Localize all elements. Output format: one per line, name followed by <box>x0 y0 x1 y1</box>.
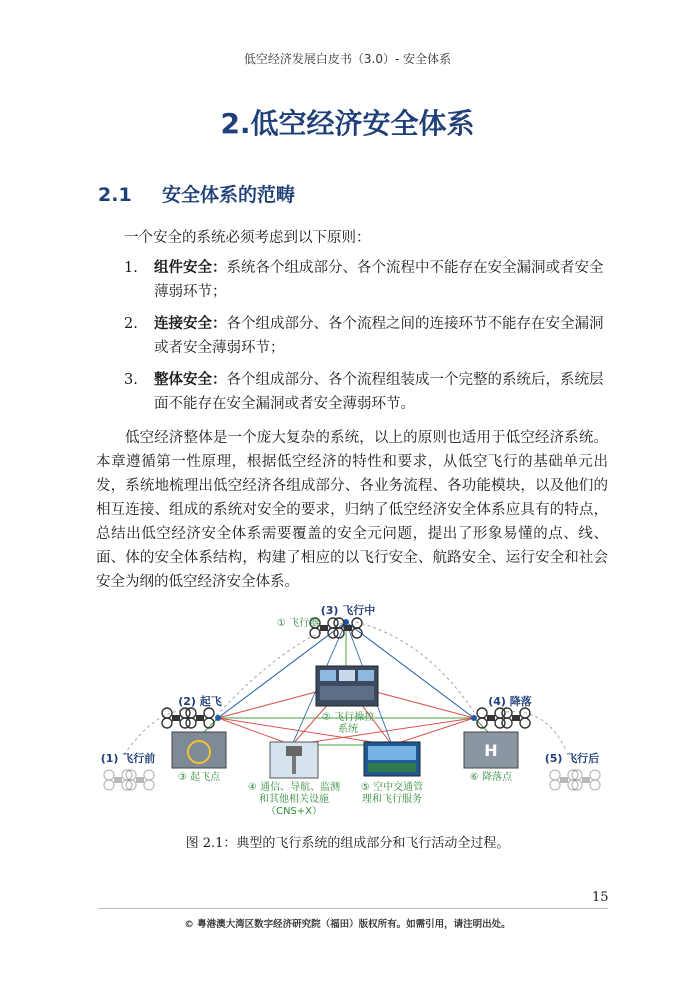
list-item <box>124 256 610 304</box>
stage-label-before: (1) 飞行前 <box>100 752 156 765</box>
drone-icon <box>572 770 600 790</box>
component-label-cns: 和其他相关设施 <box>259 794 329 805</box>
list-item-number: 3. <box>124 372 138 388</box>
list-item-text: 系统各个组成部分、各个流程中不能存在安全漏洞或者安全薄弱环节； <box>154 260 604 300</box>
flight-system-figure <box>96 600 616 822</box>
stage-label-takeoff: (2) 起飞 <box>178 695 222 708</box>
atm-map <box>368 763 416 772</box>
component-label-control: 系统 <box>338 724 358 735</box>
body-paragraph: 低空经济整体是一个庞大复杂的系统，以上的原则也适用于低空经济系统。本章遵循第一性原理，根据低空经济的特性和要求，从低空飞行的基础单元出发，系统地梳理出低空经济各组成部分、各业务流程、各功能模块，以及他们的相互连接、组成的系统对安全的要求，归纳了低空经济安全体系应具有的特点，总结出低空经济安全体系需要覆盖的安全元问题，提出了形象易懂的点、线、面、体的安全体系结构，构建了相应的以飞行安全、航路安全、运行安全和社会安全为纲的低空经济安全体系。 <box>96 430 608 590</box>
screen-panel <box>358 670 374 681</box>
page-number: 15 <box>592 890 609 905</box>
section-number: 2.1 <box>98 184 132 206</box>
helipad-h-icon: H <box>484 741 498 760</box>
section-title: 安全体系的范畴 <box>162 184 296 206</box>
drone-icon <box>502 708 530 728</box>
list-item <box>124 312 610 360</box>
component-label-cns: ④ 通信、导航、监测 <box>247 782 341 793</box>
principles-list <box>124 256 610 424</box>
list-item-text: 各个组成部分、各个流程组装成一个完整的系统后，系统层面不能存在安全漏洞或者安全薄弱环节。 <box>154 372 604 412</box>
screen-panel <box>339 670 355 681</box>
footer-divider <box>98 908 608 909</box>
section-heading <box>98 180 295 207</box>
list-item-term: 组件安全： <box>154 260 227 276</box>
list-item-term: 连接安全： <box>154 316 227 332</box>
list-item-text: 各个组成部分、各个流程之间的连接环节不能存在安全漏洞或者安全薄弱环节； <box>154 316 604 356</box>
console-desk <box>320 686 374 700</box>
running-header: 低空经济发展白皮书（3.0）- 安全体系 <box>243 52 452 66</box>
chapter-title: 2.低空经济安全体系 <box>220 107 475 140</box>
component-label-atm: ⑤ 空中交通管 <box>360 782 424 793</box>
list-item-number: 1. <box>124 260 138 276</box>
node-dot <box>215 715 221 721</box>
component-label-aircraft: ① 飞行器 <box>276 618 320 629</box>
screen-panel <box>320 670 336 681</box>
stage-label-inflight: (3) 飞行中 <box>320 604 376 617</box>
list-item-number: 2. <box>124 316 138 332</box>
radar-mast <box>292 756 296 774</box>
drone-icon <box>104 770 132 790</box>
figure-caption: 图 2.1：典型的飞行系统的组成部分和飞行活动全过程。 <box>185 836 510 851</box>
component-label-landing-point: ⑥ 降落点 <box>469 772 513 783</box>
list-item-term: 整体安全： <box>154 372 227 388</box>
drone-icon <box>126 770 154 790</box>
component-label-takeoff-point: ③ 起飞点 <box>177 772 221 783</box>
component-label-atm: 理和飞行服务 <box>362 794 422 805</box>
node-dot <box>471 715 477 721</box>
stage-label-after: (5) 飞行后 <box>544 752 600 765</box>
list-item <box>124 368 610 416</box>
radar-antenna <box>286 746 302 756</box>
intro-text: 一个安全的系统必须考虑到以下原则： <box>124 230 371 246</box>
component-label-control: ② 飞行操控 <box>321 712 375 723</box>
stage-label-landing: (4) 降落 <box>488 695 532 708</box>
copyright-footer: © 粤港澳大湾区数字经济研究院（福田）版权所有。如需引用，请注明出处。 <box>184 919 511 930</box>
component-label-cns: （CNS+X） <box>265 806 323 817</box>
flight-system-diagram <box>96 600 616 822</box>
atm-display <box>368 746 416 760</box>
drone-icon <box>550 770 578 790</box>
